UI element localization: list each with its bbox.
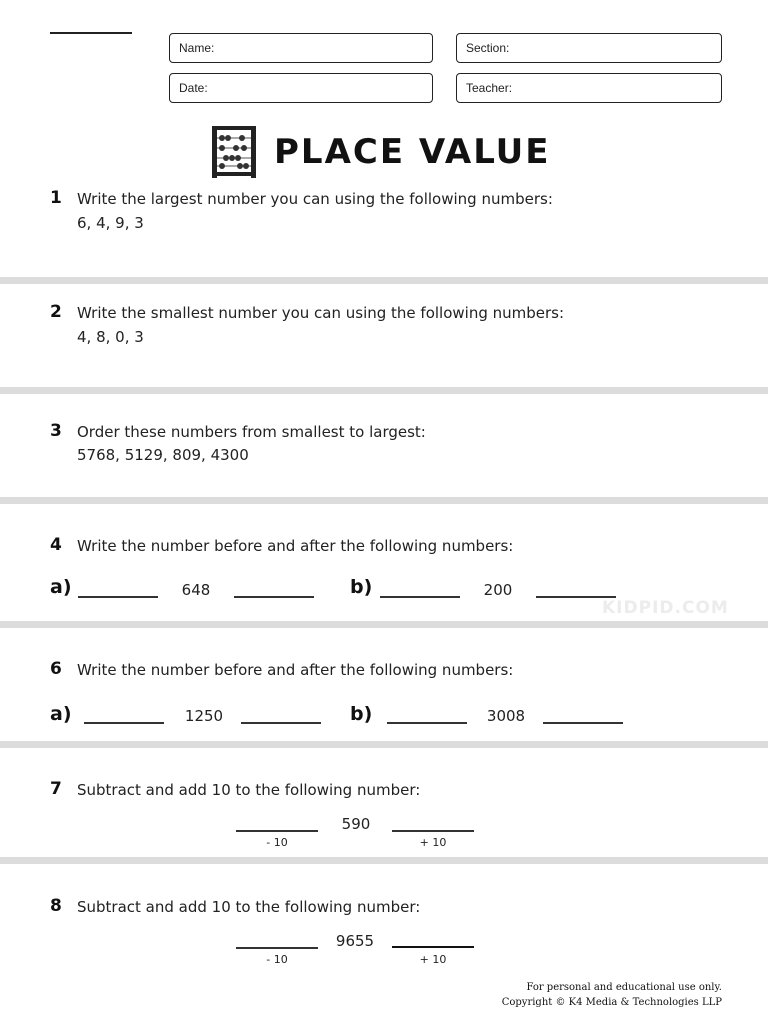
question-6-number: 6	[50, 659, 62, 679]
question-2-text: Write the smallest number you can using the following numbers:	[77, 304, 565, 322]
answer-blank[interactable]	[78, 596, 158, 598]
question-2-numbers: 4, 8, 0, 3	[77, 328, 144, 346]
question-7-number: 7	[50, 779, 62, 799]
title-block	[210, 124, 550, 180]
plus-ten-label: + 10	[419, 953, 447, 966]
answer-blank[interactable]	[84, 722, 164, 724]
teacher-label: Teacher:	[466, 81, 513, 95]
minus-ten-label: - 10	[266, 836, 288, 849]
minus-ten-label: - 10	[266, 953, 288, 966]
given-number: 590	[341, 815, 371, 833]
section-divider	[0, 621, 768, 628]
question-4-text: Write the number before and after the following numbers:	[77, 537, 514, 555]
answer-blank-plus[interactable]	[392, 946, 474, 948]
answer-blank[interactable]	[234, 596, 314, 598]
given-number: 200	[483, 581, 513, 599]
section-divider	[0, 387, 768, 394]
name-field[interactable]	[169, 33, 433, 63]
given-number: 1250	[184, 707, 224, 725]
question-8-number: 8	[50, 896, 62, 916]
question-2-number: 2	[50, 302, 62, 322]
question-8-text: Subtract and add 10 to the following number:	[77, 898, 421, 916]
date-label: Date:	[179, 81, 208, 95]
answer-blank-minus[interactable]	[236, 947, 318, 949]
given-number: 3008	[486, 707, 526, 725]
page-title: PLACE VALUE	[274, 132, 551, 172]
question-6-text: Write the number before and after the following numbers:	[77, 661, 514, 679]
question-3-numbers: 5768, 5129, 809, 4300	[77, 446, 249, 464]
given-number: 648	[181, 581, 211, 599]
section-divider	[0, 857, 768, 864]
section-field[interactable]	[456, 33, 722, 63]
question-3-text: Order these numbers from smallest to largest:	[77, 423, 426, 441]
watermark: KIDPID.COM	[602, 598, 729, 618]
answer-blank[interactable]	[380, 596, 460, 598]
given-number: 9655	[335, 932, 375, 950]
footer-usage-note: For personal and educational use only.	[526, 982, 722, 993]
answer-blank[interactable]	[543, 722, 623, 724]
question-7-text: Subtract and add 10 to the following number:	[77, 781, 421, 799]
question-3-number: 3	[50, 421, 62, 441]
part-a-label: a)	[50, 703, 72, 725]
section-divider	[0, 277, 768, 284]
date-field[interactable]	[169, 73, 433, 103]
footer	[502, 980, 722, 1010]
question-1-text: Write the largest number you can using the following numbers:	[77, 190, 553, 208]
part-b-label: b)	[350, 576, 373, 598]
question-4-number: 4	[50, 535, 62, 555]
part-a-label: a)	[50, 576, 72, 598]
name-label: Name:	[179, 41, 215, 55]
section-label: Section:	[466, 41, 510, 55]
plus-ten-label: + 10	[419, 836, 447, 849]
answer-blank[interactable]	[387, 722, 467, 724]
section-divider	[0, 497, 768, 504]
question-1-number: 1	[50, 188, 62, 208]
question-1-numbers: 6, 4, 9, 3	[77, 214, 144, 232]
part-b-label: b)	[350, 703, 373, 725]
abacus-icon	[210, 124, 258, 180]
teacher-field[interactable]	[456, 73, 722, 103]
footer-copyright: Copyright © K4 Media & Technologies LLP	[501, 997, 722, 1008]
answer-blank-minus[interactable]	[236, 830, 318, 832]
answer-blank[interactable]	[241, 722, 321, 724]
answer-blank-plus[interactable]	[392, 830, 474, 832]
section-divider	[0, 741, 768, 748]
top-decorative-line	[50, 32, 132, 34]
